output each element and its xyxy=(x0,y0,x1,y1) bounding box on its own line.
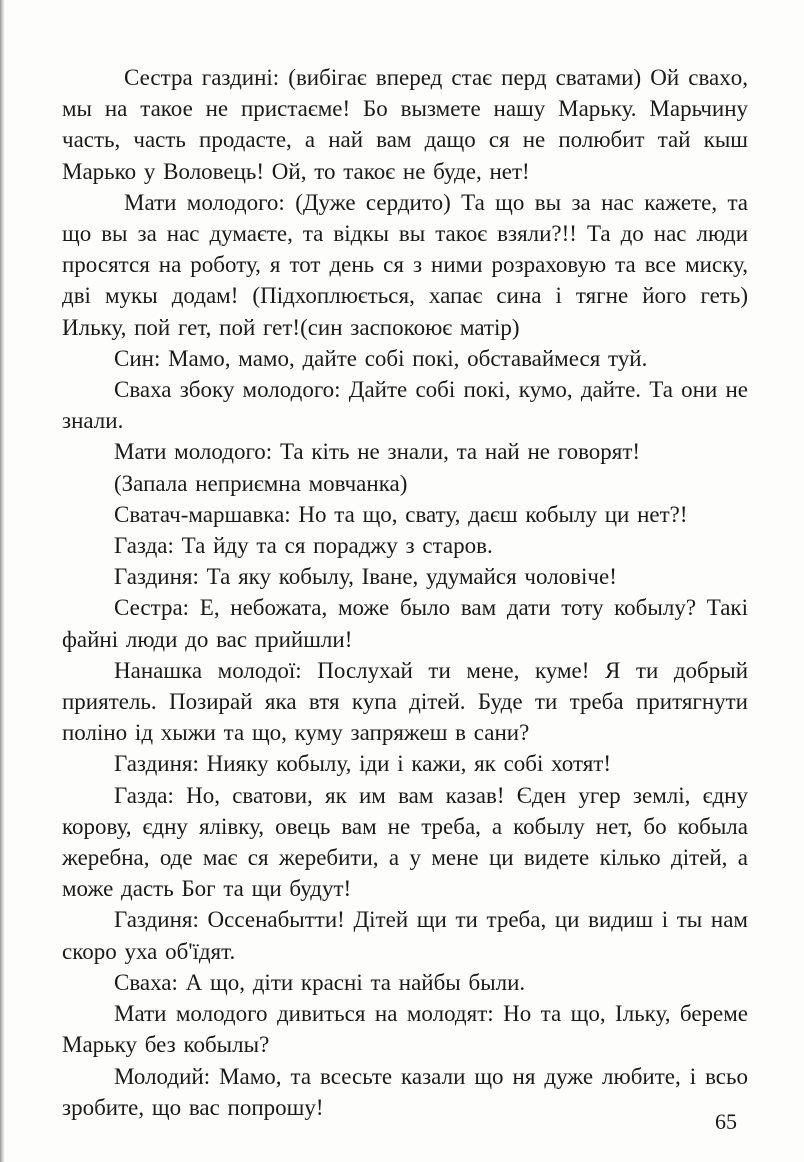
paragraph: Газда: Но, сватови, як им вам казав! Єден угер землі, єдну корову, єдну ялівку, овець вам не треба, а кобылу нет, бо кобыла жеребна, оде має ся жеребити, а у мене ци видете кілько дітей, а може дасть Бог та щи будут! xyxy=(62,782,748,902)
body-text xyxy=(62,62,748,1123)
paragraph: Син: Мамо, мамо, дайте собі покі, обставаймеся туй. xyxy=(114,345,648,371)
paragraph: Газдиня: Нияку кобылу, іди і кажи, як собі хотят! xyxy=(114,751,612,777)
paragraph: Мати молодого: Та кіть не знали, та най не говорят! xyxy=(114,439,641,465)
paragraph: Сватач-маршавка: Но та що, свату, даєш кобылу ци нет?! xyxy=(114,501,688,527)
page-binding-edge xyxy=(0,0,5,1162)
paragraph: Нанашка молодої: Послухай ти мене, куме! Я ти добрый приятель. Позирай яка втя купа дітей. Буде ти треба притягнути поліно ід хыжи та що, куму запряжеш в сани? xyxy=(62,657,748,746)
paragraph: Мати молодого: (Дуже сердито) Та що вы за нас кажете, та що вы за нас думаєте, та відкы вы такоє взяли?!! Та до нас люди просятся на роботу, я тот день ся з ними розраховую та все миску, дві мукы додам! (Підхоплюється, хапає сина і тягне його геть) Ильку, пой гет, пой гет!(син заспокоює матір) xyxy=(62,189,748,340)
paragraph: Газда: Та йду та ся пораджу з старов. xyxy=(114,533,493,559)
paragraph: Сваха збоку молодого: Дайте собі покі, кумо, дайте. Та они не знали. xyxy=(62,377,748,434)
paragraph: Газдиня: Та яку кобылу, Іване, удумайся чоловіче! xyxy=(114,564,617,590)
paragraph: Мати молодого дивиться на молодят: Но та що, Ільку, береме Марьку без кобылы? xyxy=(62,1001,748,1058)
page-number: 65 xyxy=(715,1109,737,1134)
paragraph: Сестра: Е, небожата, може было вам дати тоту кобылу? Такі файні люди до вас прийшли! xyxy=(62,595,748,652)
paragraph: Сваха: А що, діти красні та найбы были. xyxy=(114,969,526,995)
paragraph: Газдиня: Оссенабытти! Дітей щи ти треба, ци видиш і ты нам скоро уха об'їдят. xyxy=(62,907,748,964)
stage-direction: (Запала неприємна мовчанка) xyxy=(114,470,408,496)
paragraph: Молодий: Мамо, та всесьте казали що ня дуже любите, і всьо зробите, що вас попрошу! xyxy=(62,1063,748,1120)
paragraph: Сестра газдині: (вибігає вперед стає перд сватами) Ой сваxо, мы на такое не пристаєме! Бо вызмете нашу Марьку. Марьчину часть, часть продасте, а най вам дащо ся не полюбит тай кыш Марько у Воловець! Ой, то такоє не буде, нет! xyxy=(62,65,748,184)
